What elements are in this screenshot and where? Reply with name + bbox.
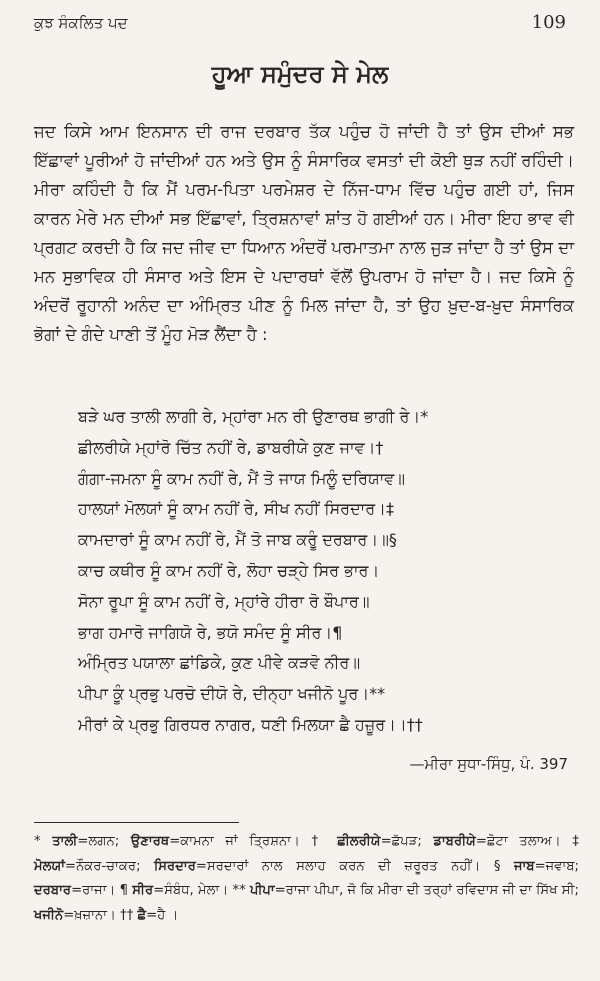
footnote-definition: =ਖ਼ਜ਼ਾਨਾ। [63,907,121,923]
chapter-title: ਹੂਆ ਸਮੁੰਦਰ ਸੇ ਮੇਲ [211,60,389,88]
footnote-term: ਸਿਰਦਾਰ [154,858,196,874]
verse-line: ਮੀਰਾਂ ਕੇ ਪ੍ਰਭੁ ਗਿਰਧਰ ਨਾਗਰ, ਧਣੀ ਮਿਲਯਾ ਛੈ ਹਜ਼ੂਰ।।†† [78,714,423,734]
footnote-divider [34,822,239,823]
footnote-term: ਮੋਲਯਾਂ [34,858,66,874]
verse-line: ਬੜੇ ਘਰ ਤਾਲੀ ਲਾਗੀ ਰੇ, ਮ੍ਹਾਂਰਾ ਮਨ ਰੀ ਉਣਾਰਥ ਭਾਗੀ ਰੇ।* [78,407,429,426]
body-paragraph: ਜਦ ਕਿਸੇ ਆਮ ਇਨਸਾਨ ਦੀ ਰਾਜ ਦਰਬਾਰ ਤੱਕ ਪਹੁੰਚ ਹੋ ਜਾਂਦੀ ਹੈ ਤਾਂ ਉਸ ਦੀਆਂ ਸਭ ਇੱਛਾਵਾਂ ਪੂਰੀਆਂ ਹੋ ਜਾਂਦੀਆਂ ਹਨ ਅਤੇ ਉਸ ਨੂੰ ਸੰਸਾਰਿਕ ਵਸਤਾਂ ਦੀ ਕੋਈ ਥੁੜ ਨਹੀਂ ਰਹਿੰਦੀ। ਮੀਰਾ ਕਹਿੰਦੀ ਹੈ ਕਿ ਮੈਂ ਪਰਮ-ਪਿਤਾ ਪਰਮੇਸ਼ਰ ਦੇ ਨਿੱਜ-ਧਾਮ ਵਿੱਚ ਪਹੁੰਚ ਗਈ ਹਾਂ, ਜਿਸ ਕਾਰਨ ਮੇਰੇ ਮਨ ਦੀਆਂ ਸਭ ਇੱਛਾਵਾਂ, ਤ੍ਰਿਸ਼ਨਾਵਾਂ ਸ਼ਾਂਤ ਹੋ ਗਈਆਂ ਹਨ। ਮੀਰਾ ਇਹ ਭਾਵ ਵੀ ਪ੍ਰਗਟ ਕਰਦੀ ਹੈ ਕਿ ਜਦ ਜੀਵ ਦਾ ਧਿਆਨ ਅੰਦਰੋਂ ਪਰਮਾਤਮਾ ਨਾਲ ਜੁੜ ਜਾਂਦਾ ਹੈ ਤਾਂ ਉਸ ਦਾ ਮਨ ਸੁਭਾਵਿਕ ਹੀ ਸੰਸਾਰ ਅਤੇ ਇਸ ਦੇ ਪਦਾਰਥਾਂ ਵੱਲੋਂ ਉਪਰਾਮ ਹੋ ਜਾਂਦਾ ਹੈ। ਜਦ ਕਿਸੇ ਨੂੰ ਅੰਦਰੋਂ ਰੂਹਾਨੀ ਅਨੰਦ ਦਾ ਅੰਮ੍ਰਿਤ ਪੀਣ ਨੂੰ ਮਿਲ ਜਾਂਦਾ ਹੈ, ਤਾਂ ਉਹ ਖ਼ੁਦ-ਬ-ਖ਼ੁਦ ਸੰਸਾਰਿਕ ਭੋਗਾਂ ਦੇ ਗੰਦੇ ਪਾਣੀ ਤੋਂ ਮੂੰਹ ਮੋੜ ਲੈਂਦਾ ਹੈ : [34,122,574,344]
verse-line: ਗੰਗਾ-ਜਮਨਾ ਸੂੰ ਕਾਮ ਨਹੀਂ ਰੇ, ਮੈਂ ਤੋ ਜਾਯ ਮਿਲੂੰ ਦਰਿਯਾਵ॥ [78,468,406,488]
footnote-definition: =ਹੈ । [146,907,179,923]
footnote-mark: † [311,834,338,849]
footnote-mark: ¶ [119,883,133,898]
source-attribution: —ਮੀਰਾ ਸੁਧਾ-ਸਿੰਧੁ, ਪੰ. 397 [409,755,568,773]
footnote-term: ਉਣਾਰਥ [130,834,170,849]
verse-line: ਹਾਲਯਾਂ ਮੋਲਯਾਂ ਸੂੰ ਕਾਮ ਨਹੀਂ ਰੇ, ਸੀਖ ਨਹੀਂ ਸਿਰਦਾਰ।‡ [78,499,394,519]
footnote-term: ਦਰਬਾਰ [34,883,72,898]
footnote-mark: * [34,834,41,849]
footnote-definition: =ਸਰਦਾਰਾਂ ਨਾਲ ਸਲਾਹ ਕਰਨ ਦੀ ਜ਼ਰੂਰਤ ਨਹੀਂ। [195,858,494,874]
footnote-mark: ‡ [572,834,579,849]
page-header [34,10,566,40]
page-number: 109 [531,12,566,33]
footnote-definition: =ਜਵਾਬ; [534,858,579,874]
verse-block [78,402,578,741]
footnote-definition: =ਰਾਜਾ ਪੀਪਾ, ਜੋ ਕਿ ਮੀਰਾ ਦੀ ਤਰ੍ਹਾਂ ਰਵਿਦਾਸ ਜੀ ਦਾ ਸਿੱਖ ਸੀ; [274,883,579,898]
running-head: ਕੁਝ ਸੰਕਲਿਤ ਪਦ [34,14,128,32]
verse-line: ਕਾਮਦਾਰਾਂ ਸੂੰ ਕਾਮ ਨਹੀਂ ਰੇ, ਮੈਂ ਤੋ ਜਾਬ ਕਰੂੰ ਦਰਬਾਰ।॥§ [78,530,397,550]
footnote-term: ਛੀਲਰੀਯੇ [337,834,381,849]
footnote-term: ਡਾਬਰੀਯੇ [433,834,476,849]
footnote-mark: § [493,858,514,874]
footnote-term: ਛੈ [137,907,147,923]
footnote-term: ਖਜੀਨੋ [34,907,64,923]
verse-line: ਭਾਗ ਹਮਾਰੋ ਜਾਗਿਯੋ ਰੇ, ਭਯੋ ਸਮੰਦ ਸੂੰ ਸੀਰ।¶ [78,622,343,642]
footnote-definition: =ਲਗਨ; [77,834,131,849]
footnotes [34,830,579,928]
footnote-definition: =ਕਾਮਨਾ ਜਾਂ ਤ੍ਰਿਸ਼ਨਾ। [169,834,312,849]
verse-line: ਸੋਨਾ ਰੂਪਾ ਸੂੰ ਕਾਮ ਨਹੀਂ ਰੇ, ਮ੍ਹਾਂਰੇ ਹੀਰਾ ਰੋ ਬੌਪਾਰ॥ [78,591,370,611]
footnote-mark: †† [120,907,138,923]
footnote-term: ਤਾਲੀ [52,834,78,849]
footnote-mark: ** [232,883,250,898]
footnote-term: ਪੀਪਾ [249,883,275,898]
footnote-definition: =ਰਾਜਾ। [71,883,120,898]
footnote-definition: =ਸੰਬੰਧ, ਮੇਲਾ। [153,883,233,898]
footnote-term: ਜਾਬ [514,858,535,874]
footnote-definition: =ਛੱਪੜ; [380,834,434,849]
footnote-definition: =ਨੌਕਰ-ਚਾਕਰ; [65,858,154,874]
verse-line: ਪੀਪਾ ਕੂੰ ਪ੍ਰਭੁ ਪਰਚੋ ਦੀਯੋ ਰੇ, ਦੀਨ੍ਹਾ ਖਜੀਨੋ ਪੂਰ।** [78,684,386,704]
verse-line: ਅੰਮ੍ਰਿਤ ਪਯਾਲਾ ਛਾਂਡਿਕੇ, ਕੁਣ ਪੀਵੇ ਕੜਵੋ ਨੀਰ॥ [78,653,361,673]
footnote-term: ਸੀਰ [132,883,154,898]
verse-line: ਕਾਚ ਕਥੀਰ ਸੂੰ ਕਾਮ ਨਹੀਂ ਰੇ, ਲੋਹਾ ਚੜ੍ਹੇ ਸਿਰ ਭਾਰ। [78,560,380,580]
verse-line: ਛੀਲਰੀਯੇ ਮ੍ਹਾਂਰੋ ਚਿੱਤ ਨਹੀਂ ਰੇ, ਡਾਬਰੀਯੇ ਕੁਣ ਜਾਵ।† [78,437,384,457]
footnote-definition: =ਛੋਟਾ ਤਲਾਅ। [475,834,573,849]
